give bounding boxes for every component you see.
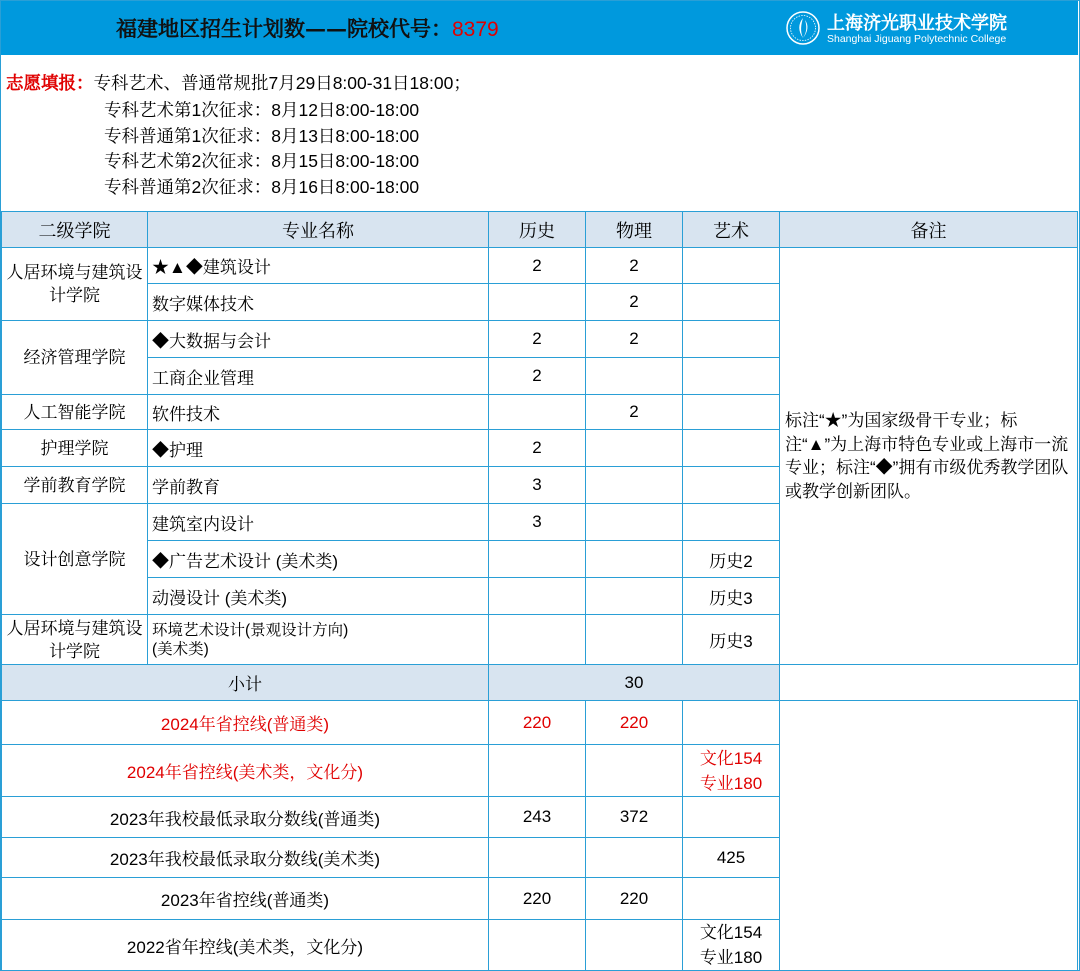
subtotal-row bbox=[2, 665, 1078, 701]
score-label: 2023年省控线(普通类) bbox=[2, 878, 489, 920]
major-cell: ◆大数据与会计 bbox=[148, 321, 489, 358]
note-filler bbox=[780, 701, 1078, 971]
schedule-line: 专科艺术、普通常规批7月29日8:00-31日18:00； bbox=[93, 73, 471, 93]
physics-cell bbox=[586, 358, 683, 395]
history-cell: 2 bbox=[489, 321, 586, 358]
schedule-line: 专科普通第2次征求：8月16日8:00-18:00 bbox=[104, 177, 420, 197]
art-cell: 历史3 bbox=[683, 578, 780, 615]
subtotal-label: 小计 bbox=[2, 665, 489, 701]
score-label: 2022省年控线(美术类，文化分) bbox=[2, 920, 489, 971]
major-cell: 动漫设计 (美术类) bbox=[148, 578, 489, 615]
history-cell: 2 bbox=[489, 430, 586, 467]
art-cell bbox=[683, 797, 780, 838]
table-row bbox=[2, 248, 1078, 284]
history-cell: 3 bbox=[489, 504, 586, 541]
art-cell: 文化154 专业180 bbox=[683, 920, 780, 971]
art-cell bbox=[683, 284, 780, 321]
physics-cell bbox=[586, 541, 683, 578]
art-cell bbox=[683, 430, 780, 467]
history-cell bbox=[489, 745, 586, 797]
school-name-cn: 上海济光职业技术学院 bbox=[827, 13, 1007, 34]
page-title: 福建地区招生计划数——院校代号：8379 bbox=[116, 16, 499, 41]
schedule-line: 专科艺术第1次征求：8月12日8:00-18:00 bbox=[104, 100, 420, 120]
history-cell bbox=[489, 615, 586, 665]
major-cell: ◆护理 bbox=[148, 430, 489, 467]
physics-cell: 2 bbox=[586, 284, 683, 321]
physics-cell: 220 bbox=[586, 878, 683, 920]
history-cell: 220 bbox=[489, 878, 586, 920]
art-cell bbox=[683, 467, 780, 504]
history-cell bbox=[489, 395, 586, 430]
college-cell: 人工智能学院 bbox=[2, 395, 148, 430]
physics-cell: 2 bbox=[586, 395, 683, 430]
art-cell bbox=[683, 395, 780, 430]
note-cell: 标注“★”为国家级骨干专业；标注“▲”为上海市特色专业或上海市一流专业；标注“◆”拥有市级优秀教学团队或教学创新团队。 bbox=[780, 248, 1078, 665]
art-cell bbox=[683, 248, 780, 284]
history-cell bbox=[489, 578, 586, 615]
art-cell bbox=[683, 878, 780, 920]
history-cell: 3 bbox=[489, 467, 586, 504]
physics-cell bbox=[586, 745, 683, 797]
college-cell: 人居环境与建筑设计学院 bbox=[2, 248, 148, 321]
college-cell: 学前教育学院 bbox=[2, 467, 148, 504]
school-code: 8379 bbox=[452, 18, 499, 41]
history-cell: 2 bbox=[489, 248, 586, 284]
schedule-line: 专科艺术第2次征求：8月15日8:00-18:00 bbox=[104, 151, 420, 171]
art-cell: 文化154 专业180 bbox=[683, 745, 780, 797]
school-emblem-icon bbox=[786, 11, 820, 45]
history-cell: 2 bbox=[489, 358, 586, 395]
art-cell bbox=[683, 504, 780, 541]
physics-cell bbox=[586, 838, 683, 878]
col-header-physics: 物理 bbox=[586, 212, 683, 248]
art-cell: 历史3 bbox=[683, 615, 780, 665]
art-cell: 425 bbox=[683, 838, 780, 878]
score-label: 2023年我校最低录取分数线(美术类) bbox=[2, 838, 489, 878]
major-cell: ★▲◆建筑设计 bbox=[148, 248, 489, 284]
physics-cell bbox=[586, 467, 683, 504]
table-header-row bbox=[2, 212, 1078, 248]
physics-cell: 220 bbox=[586, 701, 683, 745]
major-cell: 学前教育 bbox=[148, 467, 489, 504]
enrollment-table bbox=[1, 211, 1078, 971]
physics-cell: 2 bbox=[586, 248, 683, 284]
physics-cell bbox=[586, 615, 683, 665]
major-cell: 工商企业管理 bbox=[148, 358, 489, 395]
col-header-art: 艺术 bbox=[683, 212, 780, 248]
score-row bbox=[2, 701, 1078, 745]
major-cell: 数字媒体技术 bbox=[148, 284, 489, 321]
col-header-note: 备注 bbox=[780, 212, 1078, 248]
physics-cell bbox=[586, 578, 683, 615]
col-header-major: 专业名称 bbox=[148, 212, 489, 248]
score-label: 2023年我校最低录取分数线(普通类) bbox=[2, 797, 489, 838]
score-label: 2024年省控线(普通类) bbox=[2, 701, 489, 745]
major-cell: ◆广告艺术设计 (美术类) bbox=[148, 541, 489, 578]
college-cell: 设计创意学院 bbox=[2, 504, 148, 615]
major-cell: 软件技术 bbox=[148, 395, 489, 430]
college-cell: 人居环境与建筑设计学院 bbox=[2, 615, 148, 665]
college-cell: 护理学院 bbox=[2, 430, 148, 467]
history-cell: 220 bbox=[489, 701, 586, 745]
physics-cell: 372 bbox=[586, 797, 683, 838]
history-cell bbox=[489, 838, 586, 878]
physics-cell: 2 bbox=[586, 321, 683, 358]
art-cell bbox=[683, 701, 780, 745]
history-cell bbox=[489, 920, 586, 971]
history-cell: 243 bbox=[489, 797, 586, 838]
physics-cell bbox=[586, 504, 683, 541]
art-cell bbox=[683, 358, 780, 395]
art-cell bbox=[683, 321, 780, 358]
physics-cell bbox=[586, 920, 683, 971]
physics-cell bbox=[586, 430, 683, 467]
schedule-line: 专科普通第1次征求：8月13日8:00-18:00 bbox=[104, 126, 420, 146]
art-cell: 历史2 bbox=[683, 541, 780, 578]
header-bar bbox=[1, 1, 1078, 55]
history-cell bbox=[489, 284, 586, 321]
history-cell bbox=[489, 541, 586, 578]
major-cell: 环境艺术设计(景观设计方向) (美术类) bbox=[148, 615, 489, 665]
schedule-label: 志愿填报： bbox=[6, 73, 94, 93]
school-name-en: Shanghai Jiguang Polytechnic College bbox=[827, 33, 1007, 45]
col-header-college: 二级学院 bbox=[2, 212, 148, 248]
score-label: 2024年省控线(美术类，文化分) bbox=[2, 745, 489, 797]
college-cell: 经济管理学院 bbox=[2, 321, 148, 395]
col-header-history: 历史 bbox=[489, 212, 586, 248]
major-cell: 建筑室内设计 bbox=[148, 504, 489, 541]
subtotal-value: 30 bbox=[489, 665, 780, 701]
school-logo bbox=[786, 9, 1076, 49]
